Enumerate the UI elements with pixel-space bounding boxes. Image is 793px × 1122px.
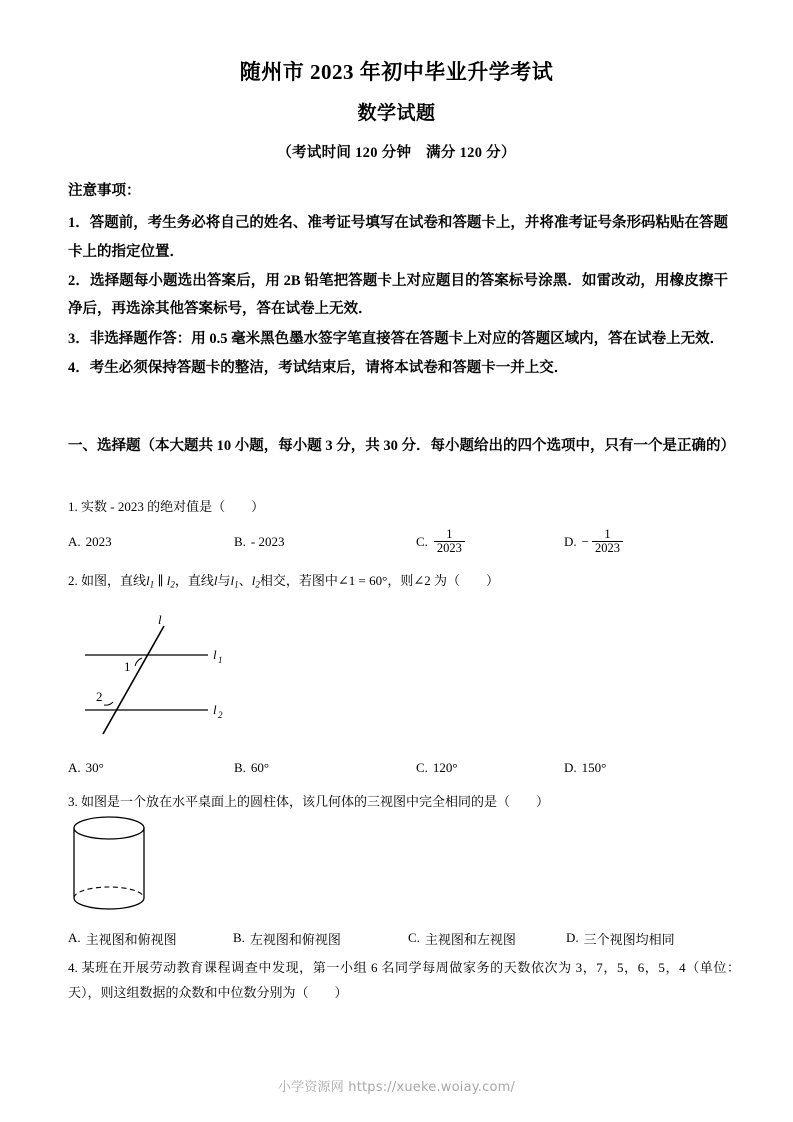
notice-heading: 注意事项： (68, 183, 141, 199)
question-1-option-a[interactable] (68, 522, 112, 562)
exam-meta: （考试时间 120 分钟 满分 120 分） (277, 145, 516, 162)
figure-parallel-lines (80, 608, 240, 738)
question-1-option-d[interactable] (564, 522, 624, 562)
stem-part: ，直线 (174, 573, 214, 588)
question-2-option-d[interactable] (564, 748, 606, 788)
section-heading-choice: 一、选择题（本大题共 10 小题，每小题 3 分，共 30 分．每小题给出的四个选项中，只有一个是正确的） (68, 438, 735, 454)
line-symbol-l2: l (166, 573, 171, 588)
option-letter: A. (68, 760, 81, 775)
fraction-numerator: 1 (604, 526, 611, 541)
stem-part: 2. 如图，直线 (68, 573, 147, 588)
title-block (0, 58, 793, 162)
option-letter: D. (566, 930, 579, 945)
line-transversal (103, 626, 164, 734)
option-letter: B. (234, 760, 246, 775)
notice-item-4: 4．考生必须保持答题卡的整洁，考试结束后，请将本试卷和答题卡一并上交． (68, 359, 569, 376)
question-1-stem: 1. 实数 - 2023 的绝对值是（ ） (68, 499, 265, 514)
question-3-option-a[interactable] (68, 918, 177, 958)
fraction-one-over-2023 (434, 528, 465, 556)
stem-part: 、 (238, 573, 252, 588)
question-1-options (68, 522, 740, 562)
fraction-denominator: 2023 (592, 541, 623, 556)
option-text: 150° (581, 760, 607, 775)
option-letter: B. (233, 930, 245, 945)
option-text: 2023 (85, 534, 112, 549)
angle-1-arc (135, 658, 142, 666)
minus-sign: − (581, 534, 589, 549)
question-3-option-b[interactable] (233, 918, 341, 958)
line-l2-label: l (213, 702, 217, 717)
question-3-option-d[interactable] (566, 918, 675, 958)
parallel-symbol: ∥ (157, 573, 164, 588)
fraction-neg-one-over-2023 (592, 528, 623, 556)
option-text: 三个视图均相同 (583, 931, 675, 947)
cylinder-svg (66, 812, 176, 917)
option-letter: C. (408, 930, 420, 945)
question-3-option-c[interactable] (408, 918, 516, 958)
option-text: 左视图和俯视图 (249, 931, 341, 947)
option-letter: A. (68, 930, 81, 945)
option-text: 主视图和左视图 (424, 931, 516, 947)
fraction-denominator: 2023 (434, 541, 465, 556)
question-1-option-c[interactable] (416, 522, 466, 562)
notice-item-1: 1．答题前，考生务必将自己的姓名、准考证号填写在试卷和答题卡上，并将准考证号条形码粘贴在答题卡上的指定位置． (68, 215, 728, 260)
option-letter: C. (416, 534, 428, 549)
line-subscript: 2 (255, 579, 260, 590)
line-l2-subscript: 2 (218, 710, 223, 720)
figure-cylinder (66, 812, 176, 917)
fraction-numerator: 1 (446, 526, 453, 541)
line-subscript: 1 (149, 579, 155, 590)
option-text: 30° (85, 760, 104, 775)
option-letter: A. (68, 534, 81, 549)
question-2-option-a[interactable] (68, 748, 104, 788)
option-letter: B. (234, 534, 246, 549)
line-symbol-l: l (213, 573, 218, 588)
notice-item-3: 3．非选择题作答：用 0.5 毫米黑色墨水签字笔直接答在答题卡上对应的答题区域内，答在试卷上无效． (68, 330, 725, 347)
question-2-option-b[interactable] (234, 748, 269, 788)
question-3-options (68, 918, 740, 958)
option-text: 60° (250, 760, 270, 775)
line-l1-subscript: 1 (218, 655, 223, 665)
angle-1-label: 1 (124, 659, 131, 674)
cylinder-top-ellipse (74, 817, 144, 839)
stem-part: 与 (217, 573, 231, 588)
question-1-option-b[interactable] (234, 522, 285, 562)
question-4-stem: 4. 某班在开展劳动教育课程调查中发现，第一小组 6 名同学每周做家务的天数依次为 3，7，5，6，5，4（单位：天），则这组数据的众数和中位数分别为（ ） (68, 960, 740, 1001)
option-letter: D. (564, 760, 577, 775)
line-symbol-l1: l (146, 573, 150, 588)
angle-2-arc (104, 702, 113, 705)
page-title: 随州市 2023 年初中毕业升学考试 (239, 60, 554, 84)
cylinder-bottom-front-arc (74, 898, 144, 909)
notice-block (68, 180, 728, 383)
option-letter: D. (564, 534, 577, 549)
cylinder-bottom-back-arc-dashed (74, 887, 144, 898)
stem-part: 相交，若图中∠1 = 60°，则∠2 为（ ） (259, 573, 499, 588)
question-3-stem: 3. 如图是一个放在水平桌面上的圆柱体，该几何体的三视图中完全相同的是（ ） (68, 794, 550, 809)
notice-item-2: 2．选择题每小题选出答案后，用 2B 铅笔把答题卡上对应题目的答案标号涂黑．如雷改动，用橡皮擦干净后，再选涂其他答案标号，答在试卷上无效． (68, 273, 728, 318)
option-letter: C. (416, 760, 428, 775)
watermark: 小学资源网 https://xueke.woiay.com/ (277, 1080, 516, 1095)
option-text: - 2023 (250, 534, 285, 549)
line-subscript: 1 (234, 579, 239, 590)
question-2-stem (68, 568, 740, 594)
question-2-options (68, 748, 740, 788)
line-symbol-l1b: l (230, 573, 235, 588)
line-subscript: 2 (170, 579, 175, 590)
angle-2-label: 2 (96, 689, 103, 704)
option-text: 120° (432, 760, 458, 775)
line-symbol-l2b: l (251, 573, 256, 588)
parallel-lines-svg (80, 608, 240, 738)
page-subtitle: 数学试题 (357, 103, 436, 125)
line-l1-label: l (213, 647, 217, 662)
question-2-option-c[interactable] (416, 748, 458, 788)
transversal-label: l (158, 612, 162, 627)
option-text: 主视图和俯视图 (85, 931, 177, 947)
